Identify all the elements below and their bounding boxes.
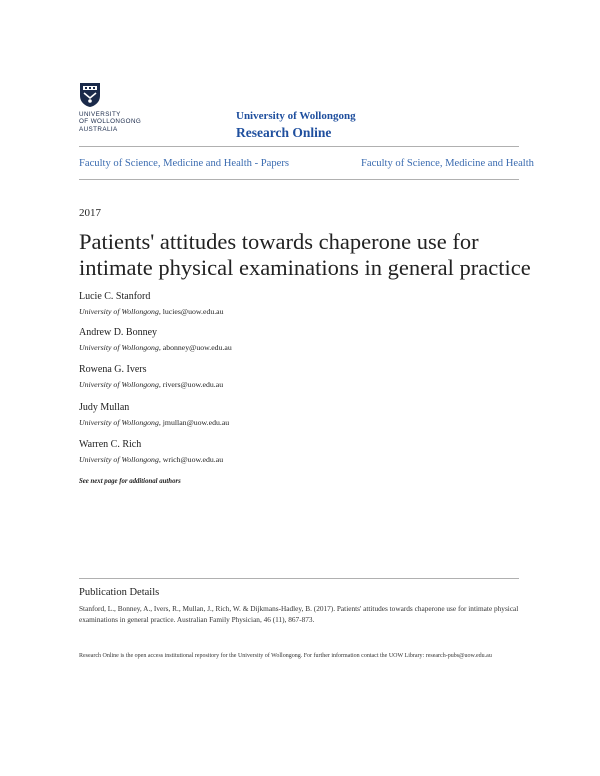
repository-heading[interactable] [236,111,356,140]
repository-name[interactable]: Research Online [236,125,332,140]
author-institution: University of Wollongong [79,307,159,316]
collection-link[interactable]: Faculty of Science, Medicine and Health - Papers [79,158,290,169]
author-email[interactable]: , lucies@uow.edu.au [158,307,224,316]
author-name: Andrew D. Bonney [79,327,158,338]
author-email[interactable]: , abonney@uow.edu.au [158,343,232,352]
author-institution: University of Wollongong [79,418,159,427]
faculty-link[interactable]: Faculty of Science, Medicine and Health [361,158,534,169]
author-name: Rowena G. Ivers [79,364,147,375]
author-institution: University of Wollongong [79,455,159,464]
author-institution: University of Wollongong [79,343,159,352]
author-email[interactable]: , wrich@uow.edu.au [158,455,224,464]
author-email[interactable]: , rivers@uow.edu.au [158,380,224,389]
nav-divider [79,179,519,180]
top-divider [79,146,519,147]
author-affiliation [79,380,223,389]
repository-university[interactable]: University of Wollongong [236,110,356,122]
additional-authors-note: See next page for additional authors [79,478,181,485]
wordmark-line-2: OF WOLLONGONG [79,118,142,126]
author-name: Warren C. Rich [79,439,142,450]
repository-footer: Research Online is the open access institutional repository for the University of Wollongong. For further information contact the UOW Library: research-pubs@uow.edu.au [79,653,492,659]
author-email[interactable]: , jmullan@uow.edu.au [158,418,230,427]
author-affiliation [79,307,224,316]
author-institution: University of Wollongong [79,380,159,389]
paper-title: Patients' attitudes towards chaperone use for intimate physical examinations in general practice [79,229,531,280]
university-logo[interactable] [79,82,149,138]
author-name: Judy Mullan [79,402,130,413]
publication-details-heading: Publication Details [79,587,160,598]
citation-text: Stanford, L., Bonney, A., Ivers, R., Mullan, J., Rich, W. & Dijkmans-Hadley, B. (2017). Patients' attitudes towards chaperone use for intimate physical examinations in general practice. Australian Family Physician, 46 (11), 867-873. [79,604,519,624]
publication-year: 2017 [79,207,101,219]
author-affiliation [79,418,229,427]
wordmark-line-1: UNIVERSITY [79,111,121,118]
wordmark-line-3: AUSTRALIA [79,125,118,133]
crest-icon [79,82,101,108]
author-name: Lucie C. Stanford [79,291,151,302]
author-affiliation [79,343,232,352]
university-wordmark [79,111,141,133]
author-affiliation [79,455,223,464]
publication-divider [79,578,519,579]
